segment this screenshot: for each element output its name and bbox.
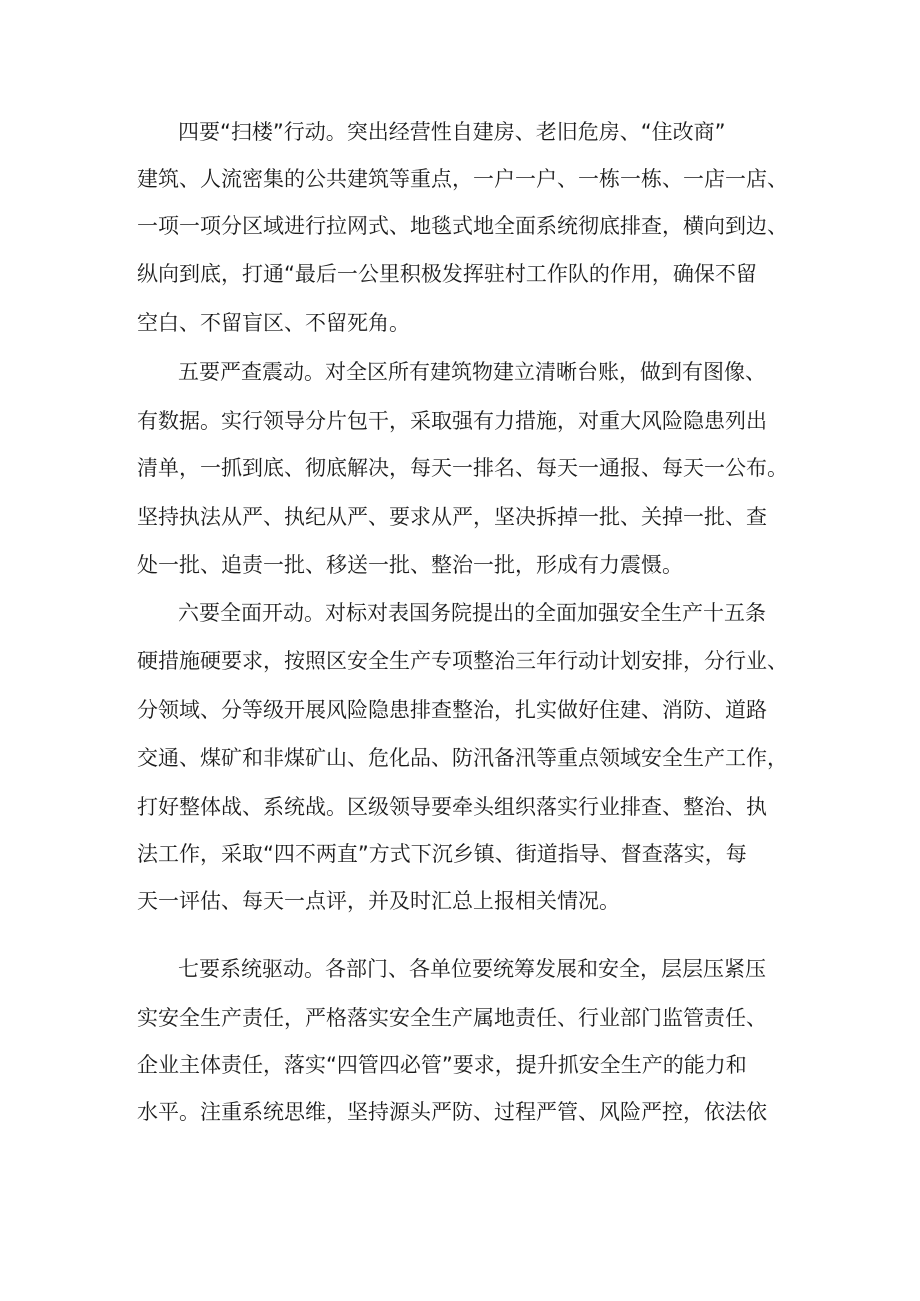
paragraph-4-line-1: 七要系统驱动。各部门、各单位要统筹发展和安全，层层压紧压	[178, 957, 766, 981]
paragraph-3-line-2: 硬措施硬要求，按照区安全生产专项整治三年行动计划安排，分行业、	[137, 649, 788, 673]
paragraph-2-line-2: 有数据。实行领导分片包干，采取强有力措施，对重大风险隐患列出	[137, 409, 767, 433]
paragraph-1-line-4: 纵向到底，打通“最后一公里积极发挥驻村工作队的作用，确保不留	[137, 262, 757, 286]
paragraph-3-line-1: 六要全面开动。对标对表国务院提出的全面加强安全生产十五条	[178, 601, 766, 625]
paragraph-3-line-3: 分领域、分等级开展风险隐患排查整治，扎实做好住建、消防、道路	[137, 698, 767, 722]
paragraph-4-line-3: 企业主体责任，落实“四管四必管”要求，提升抓安全生产的能力和	[137, 1053, 747, 1077]
paragraph-2-line-1: 五要严查震动。对全区所有建筑物建立清晰台账，做到有图像、	[178, 360, 766, 384]
paragraph-1-line-2: 建筑、人流密集的公共建筑等重点，一户一户、一栋一栋、一店一店、	[137, 167, 788, 191]
paragraph-2-line-4: 坚持执法从严、执纪从严、要求从严，坚决拆掉一批、关掉一批、查	[137, 505, 767, 529]
paragraph-3-line-5: 打好整体战、系统战。区级领导要牵头组织落实行业排查、整治、执	[137, 795, 767, 819]
paragraph-3-line-4: 交通、煤矿和非煤矿山、危化品、防汛备汛等重点领域安全生产工作，	[137, 746, 788, 770]
paragraph-1-line-1: 四要“扫楼”行动。突出经营性自建房、老旧危房、“住改商”	[178, 120, 726, 144]
paragraph-3-line-6: 法工作，采取“四不两直”方式下沉乡镇、街道指导、督查落实，每	[137, 842, 747, 866]
paragraph-2-line-5: 处一批、追责一批、移送一批、整治一批，形成有力震慑。	[137, 553, 683, 577]
paragraph-2-line-3: 清单，一抓到底、彻底解决，每天一排名、每天一通报、每天一公布。	[137, 456, 788, 480]
paragraph-1-line-5: 空白、不留盲区、不留死角。	[137, 311, 410, 335]
paragraph-4-line-2: 实安全生产责任，严格落实安全生产属地责任、行业部门监管责任、	[137, 1006, 767, 1030]
paragraph-4-line-4: 水平。注重系统思维，坚持源头严防、过程严管、风险严控，依法依	[137, 1100, 767, 1124]
paragraph-1-line-3: 一项一项分区域进行拉网式、地毯式地全面系统彻底排查，横向到边、	[137, 214, 788, 238]
paragraph-3-line-7: 天一评估、每天一点评，并及时汇总上报相关情况。	[137, 889, 620, 913]
